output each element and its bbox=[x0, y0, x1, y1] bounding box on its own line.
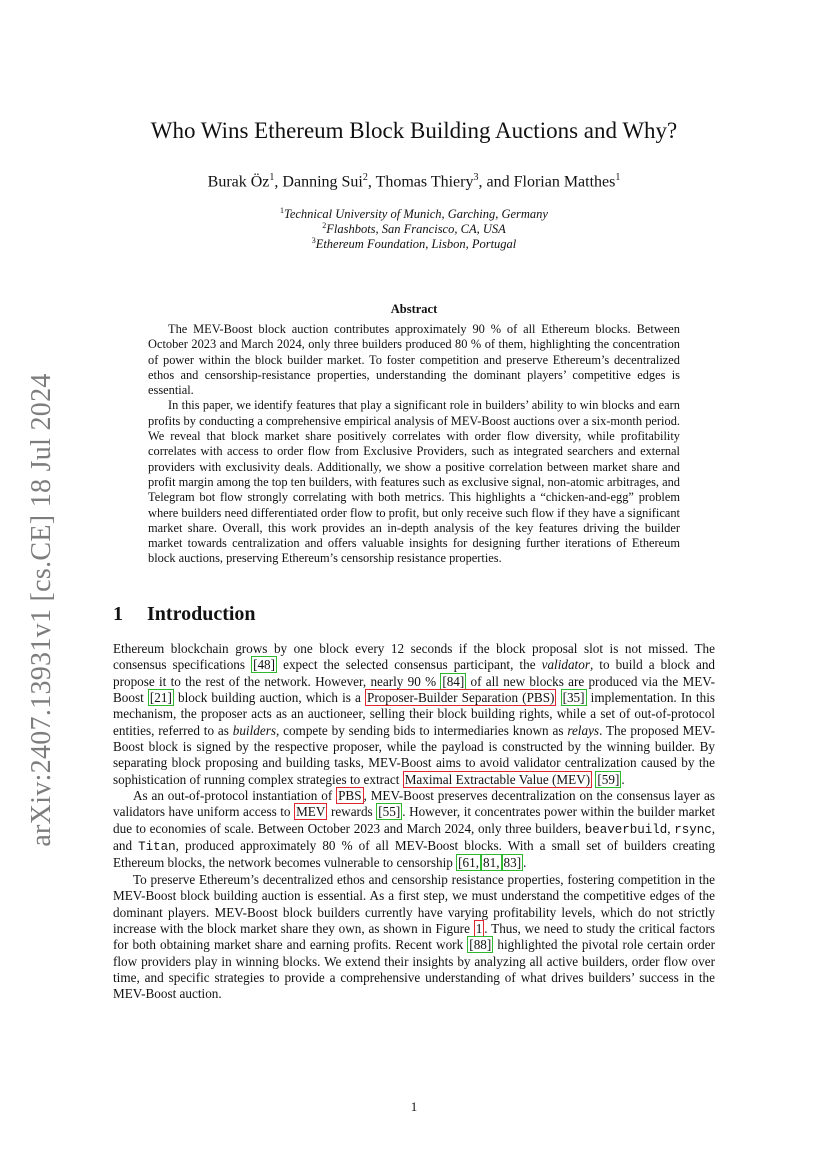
affiliation bbox=[90, 206, 738, 222]
acronym-link[interactable]: Maximal Extractable Value (MEV) bbox=[404, 771, 591, 787]
arxiv-identifier: arXiv:2407.13931v1 [cs.CE] 18 Jul 2024 bbox=[26, 373, 57, 847]
author-name: Burak Öz bbox=[207, 173, 270, 191]
text-run: expect the selected consensus participant, the bbox=[277, 657, 542, 673]
abstract-heading: Abstract bbox=[390, 302, 438, 316]
text-run: rewards bbox=[327, 804, 377, 820]
body-paragraph bbox=[113, 788, 715, 872]
affiliation-mark: 1 bbox=[280, 206, 285, 215]
text-run: To preserve Ethereum’s decentralized ethos and censorship resistance properties, fostering competition in the MEV-Boost block building auction is essential. As a first step, we must understand the competitive edges of the dominant players. MEV-Boost block builders currently have varying profitability levels, which do not strictly increase with the block market share they own, as shown in Figure bbox=[113, 871, 715, 936]
section-title: Introduction bbox=[147, 603, 256, 625]
text-run: , bbox=[667, 820, 675, 836]
citation-link[interactable]: 83] bbox=[503, 855, 522, 871]
citation-link[interactable]: [21] bbox=[149, 690, 172, 706]
citation-link[interactable]: [35] bbox=[562, 690, 585, 706]
text-run: . The proposed MEV-Boost block is signed by the respective proposer, while the payload is constructed by the winning builder. By separating block proposing and building tasks, MEV-Boost aims to avoid validator centralization caused by the sophistication of running complex strategies to extract bbox=[113, 722, 715, 787]
author-name: Danning Sui bbox=[282, 173, 363, 191]
citation-link[interactable]: [55] bbox=[378, 804, 401, 820]
text-run: block building auction, which is a bbox=[173, 690, 365, 706]
text-run: Ethereum blockchain grows by one block every 12 seconds if the block proposal slot is not missed. The consensus specifications bbox=[113, 641, 715, 673]
author-name: Florian Matthes bbox=[513, 173, 616, 191]
body-paragraph bbox=[113, 872, 715, 1003]
figure-link[interactable]: 1 bbox=[475, 920, 483, 936]
text-run: , MEV-Boost preserves decentralization on the consensus layer as validators have uniform access to bbox=[113, 788, 715, 820]
citation-link[interactable]: [88] bbox=[469, 937, 492, 953]
text-run: . However, it concentrates power within the builder market due to economies of scale. Between October 2023 and March 2024, only three builders, bbox=[113, 804, 715, 836]
text-run: , and bbox=[113, 820, 716, 854]
affiliation-text: Ethereum Foundation, Lisbon, Portugal bbox=[315, 237, 517, 252]
citation-link[interactable]: 81, bbox=[483, 855, 500, 871]
author-affil-mark: 3 bbox=[473, 172, 479, 183]
author-affil-mark: 1 bbox=[269, 172, 275, 183]
text-run: , compete by sending bids to intermediaries known as bbox=[275, 722, 568, 738]
author-affil-mark: 2 bbox=[362, 172, 368, 183]
page-number: 1 bbox=[410, 1099, 418, 1114]
builder-name: beaverbuild bbox=[584, 822, 668, 837]
text-run: . bbox=[621, 771, 625, 787]
text-run: As an out-of-protocol instantiation of bbox=[133, 788, 337, 804]
abstract-paragraph: In this paper, we identify features that play a significant role in builders’ ability to win blocks and earn profits by conducting a comprehensive empirical analysis of MEV-Boost auctions over a six-month period. We reveal that block market share positively correlates with order flow diversity, while profitability correlates with access to order flow from Exclusive Providers, such as integrated searchers and external providers with exclusivity deals. Additionally, we show a positive correlation between market share and profit margin among the top ten builders, with features such as exclusive signal, non-atomic arbitrages, and Telegram bot flow strongly correlating with both metrics. This highlights a “chicken-and-egg” problem where builders need differentiated order flow to profit, but only receive such flow if they have a significant market share. Overall, this work provides an in-depth analysis of the key features driving the builder market towards centralization and offers valuable insights for designing further iterations of Ethereum block auctions, preserving Ethereum’s censorship resistance properties. bbox=[148, 398, 680, 566]
text-run: of all new blocks are produced via the MEV-Boost bbox=[113, 673, 715, 706]
citation-link[interactable]: [59] bbox=[597, 771, 620, 787]
emphasis-text: relays bbox=[567, 722, 600, 738]
section-number: 1 bbox=[113, 603, 123, 625]
acronym-link[interactable]: Proposer-Builder Separation (PBS) bbox=[366, 690, 555, 706]
affiliation-mark: 2 bbox=[322, 221, 327, 230]
citation-link[interactable]: [84] bbox=[442, 673, 465, 689]
author-name: Thomas Thiery bbox=[375, 173, 474, 191]
acronym-link[interactable]: PBS bbox=[338, 788, 362, 804]
text-run: , produced approximately 80 % of all MEV-Boost blocks. With a small set of builders creating Ethereum blocks, the network becomes vulnerable to censorship bbox=[113, 838, 715, 871]
body-paragraph bbox=[113, 641, 715, 788]
emphasis-text: builders bbox=[232, 722, 276, 738]
introduction-body bbox=[113, 641, 715, 1003]
text-run: . Thus, we need to study the critical factors for both obtaining market share and earning profits. Recent work bbox=[113, 920, 715, 953]
text-run: . bbox=[523, 855, 527, 871]
author-list: Burak $Öz^1$, Danning Sui$^2$, Thomas Thiery$^3$, and Florian Matthes$^1$ bbox=[207, 172, 621, 191]
arxiv-side-label bbox=[22, 375, 62, 845]
builder-name: rsync bbox=[674, 822, 712, 837]
affiliation-text: Flashbots, San Francisco, CA, USA bbox=[326, 222, 506, 237]
affiliation bbox=[90, 236, 738, 252]
author-affil-mark: 1 bbox=[615, 172, 621, 183]
emphasis-text: validator bbox=[541, 657, 590, 673]
paper-title: Who Wins Ethereum Block Building Auctions and Why? bbox=[150, 118, 678, 143]
affiliation bbox=[90, 221, 738, 237]
affiliation-text: Technical University of Munich, Garching, Germany bbox=[284, 207, 548, 222]
acronym-link[interactable]: MEV bbox=[296, 804, 326, 820]
text-run: , to build a block and propose it to the rest of the network. However, nearly 90 % bbox=[113, 657, 716, 689]
text-run: implementation. In this mechanism, the proposer acts as an auctioneer, selling their block building rights, while a set of out-of-protocol entities, referred to as bbox=[113, 690, 716, 738]
affiliation-mark: 3 bbox=[311, 236, 316, 245]
citation-link[interactable]: [61, bbox=[458, 855, 480, 871]
abstract-paragraph: The MEV-Boost block auction contributes approximately 90 % of all Ethereum blocks. Between October 2023 and March 2024, only three builders produced 80 % of them, highlighting the concentration of power within the block builder market. To foster competition and preserve Ethereum’s decentralized ethos and censorship-resistance properties, understanding the dominant players’ competitive edges is essential. bbox=[148, 322, 680, 398]
text-run: highlighted the pivotal role certain order flow providers play in winning blocks. We extend their insights by analyzing all active builders, order flow over time, and specific strategies to provide a comprehensive understanding of what drives builders’ success in the MEV-Boost auction. bbox=[113, 937, 715, 1002]
abstract-body bbox=[148, 322, 680, 567]
builder-name: Titan bbox=[138, 840, 176, 855]
author-and: and bbox=[486, 173, 510, 191]
text-run bbox=[556, 690, 560, 705]
citation-link[interactable]: [48] bbox=[253, 657, 276, 673]
section-heading bbox=[113, 603, 256, 626]
